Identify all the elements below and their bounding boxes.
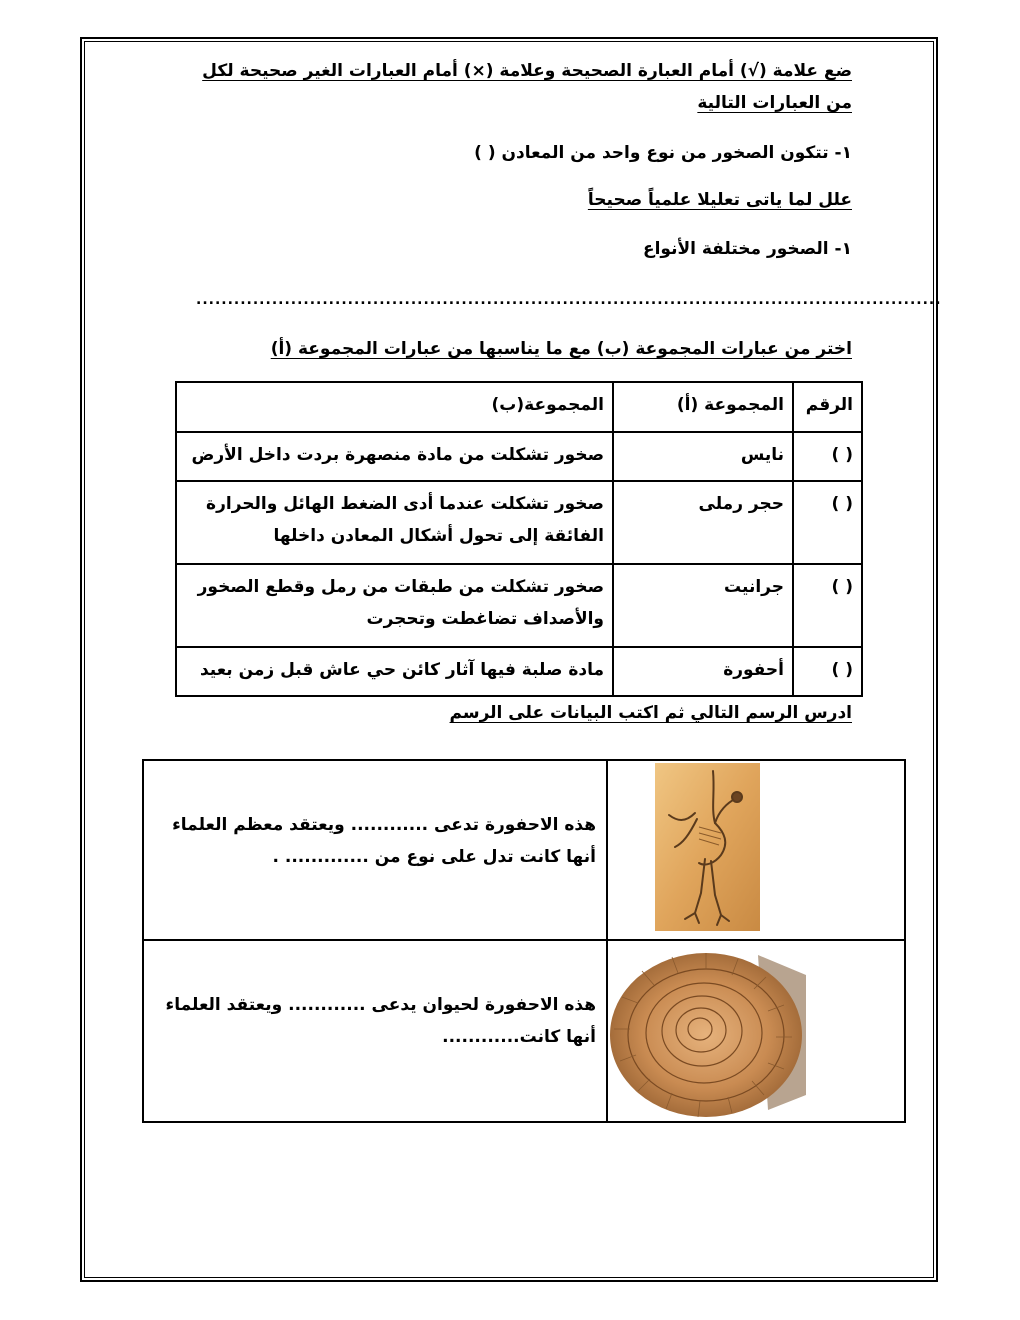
header-group-b: المجموعة(ب) bbox=[176, 382, 613, 432]
true-false-instruction-line1: ضع علامة (√) أمام العبارة الصحيحة وعلامة (×) أمام العبارات الغير صحيحة لكل bbox=[202, 61, 852, 81]
fossil-row bbox=[143, 940, 905, 1122]
ammonite-fossil-image bbox=[608, 945, 808, 1120]
table-row bbox=[176, 647, 862, 696]
fossil-question-text: هذه الاحفورة لحيوان يدعى ............ ويعتقد العلماء أنها كانت............ bbox=[143, 940, 607, 1122]
fossil-question-text: هذه الاحفورة تدعى ............ ويعتقد معظم العلماء أنها كانت تدل على نوع من ............. . bbox=[143, 760, 607, 940]
table-row bbox=[176, 432, 862, 481]
group-a-item: جرانيت bbox=[613, 564, 793, 647]
group-b-item: مادة صلبة فيها آثار كائن حي عاش قبل زمن بعيد bbox=[176, 647, 613, 696]
true-false-question-1: ١- تتكون الصخور من نوع واحد من المعادن ( ) bbox=[474, 143, 852, 163]
bird-fossil-image bbox=[655, 763, 760, 931]
group-b-item: صخور تشكلت من مادة منصهرة بردت داخل الأرض bbox=[176, 432, 613, 481]
fossil-row bbox=[143, 760, 905, 940]
matching-instruction: اختر من عبارات المجموعة (ب) مع ما يناسبها من عبارات المجموعة (أ) bbox=[270, 339, 852, 359]
table-row bbox=[176, 564, 862, 647]
group-b-item: صخور تشكلت من طبقات من رمل وقطع الصخور والأصداف تضاغطت وتحجرت bbox=[176, 564, 613, 647]
fossil-image-cell bbox=[607, 760, 905, 940]
answer-blank[interactable]: ( ) bbox=[793, 481, 862, 564]
matching-table bbox=[175, 381, 863, 697]
reasoning-instruction: علل لما ياتى تعليلا علمياً صحيحاً bbox=[587, 190, 852, 210]
answer-line[interactable]: ...................................................................................................................... bbox=[196, 292, 942, 308]
table-header-row bbox=[176, 382, 862, 432]
group-a-item: نايس bbox=[613, 432, 793, 481]
true-false-instruction-line2: من العبارات التالية bbox=[697, 93, 852, 113]
reasoning-question-1: ١- الصخور مختلفة الأنواع bbox=[642, 239, 852, 259]
group-b-item: صخور تشكلت عندما أدى الضغط الهائل والحرارة الفائقة إلى تحول أشكال المعادن داخلها bbox=[176, 481, 613, 564]
table-row bbox=[176, 481, 862, 564]
group-a-item: حجر رملى bbox=[613, 481, 793, 564]
fossil-image-cell bbox=[607, 940, 905, 1122]
header-group-a: المجموعة (أ) bbox=[613, 382, 793, 432]
answer-blank[interactable]: ( ) bbox=[793, 647, 862, 696]
header-number: الرقم bbox=[793, 382, 862, 432]
answer-blank[interactable]: ( ) bbox=[793, 564, 862, 647]
diagram-instruction: ادرس الرسم التالي ثم اكتب البيانات على الرسم bbox=[449, 703, 852, 723]
answer-blank[interactable]: ( ) bbox=[793, 432, 862, 481]
group-a-item: أحفورة bbox=[613, 647, 793, 696]
fossil-table bbox=[142, 759, 906, 1123]
